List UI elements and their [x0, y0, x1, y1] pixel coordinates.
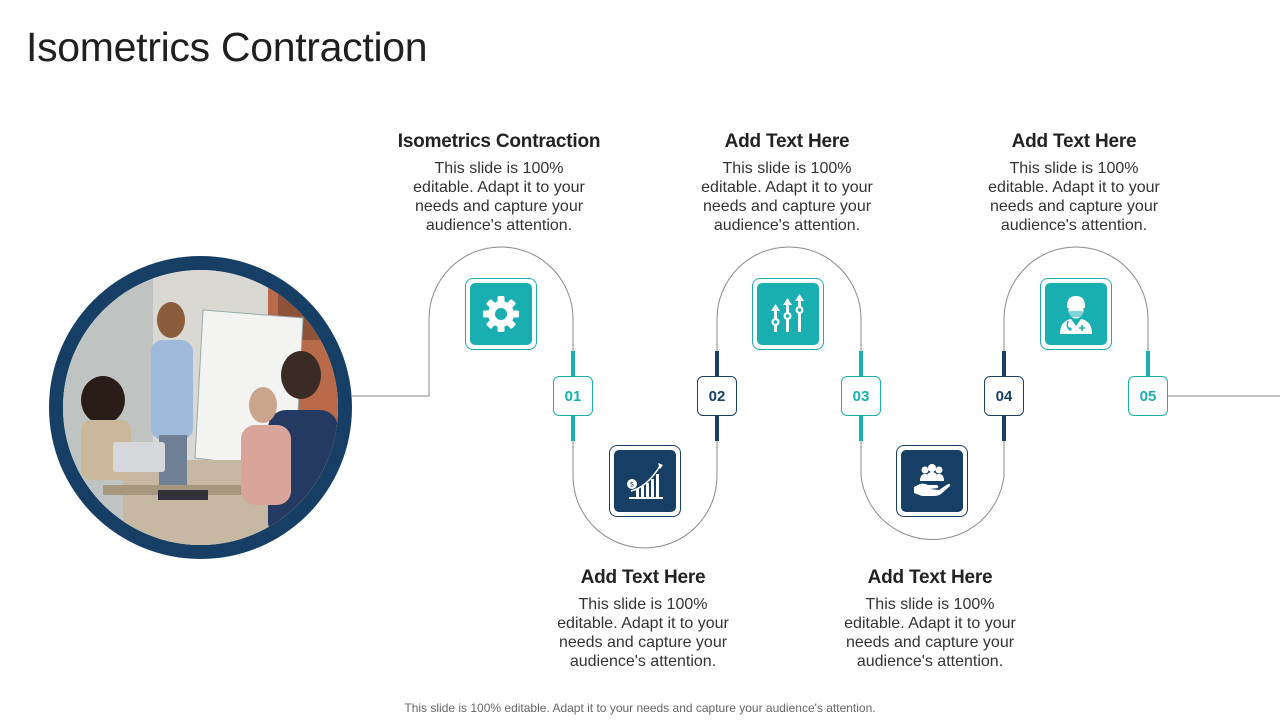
hand-holding-people-icon: [910, 459, 954, 503]
step-2-text: [523, 567, 763, 671]
step-4-description: This slide is 100% editable. Adapt it to your needs and capture your audience's attention.: [844, 596, 1016, 670]
step-5-description: This slide is 100% editable. Adapt it to your needs and capture your audience's attention.: [988, 160, 1160, 234]
step-2-description: This slide is 100% editable. Adapt it to your needs and capture your audience's attention.: [557, 596, 729, 670]
step-5-heading: Add Text Here: [1011, 131, 1137, 152]
step-3-text: [667, 131, 907, 235]
step-4-icon-tile: [896, 445, 968, 517]
step-4-number: 04: [984, 376, 1024, 416]
step-2-heading: Add Text Here: [580, 567, 706, 588]
doctor-icon: [1054, 292, 1098, 336]
step-1-number: 01: [553, 376, 593, 416]
rising-arrows-gears-icon: [766, 292, 810, 336]
step-4-heading: Add Text Here: [867, 567, 993, 588]
step-5-text: [954, 131, 1194, 235]
step-1-icon-tile: [465, 278, 537, 350]
step-1-description: This slide is 100% editable. Adapt it to your needs and capture your audience's attention.: [413, 160, 585, 234]
step-4-text: [810, 567, 1050, 671]
growth-chart-icon: [623, 459, 667, 503]
step-3-description: This slide is 100% editable. Adapt it to your needs and capture your audience's attention.: [701, 160, 873, 234]
page-title: Isometrics Contraction: [26, 24, 428, 70]
photo-frame: [49, 256, 352, 559]
step-5-icon-tile: [1040, 278, 1112, 350]
team-meeting-photo: [63, 270, 338, 545]
step-5-number: 05: [1128, 376, 1168, 416]
step-3-number: 03: [841, 376, 881, 416]
step-2-icon-tile: [609, 445, 681, 517]
step-3-heading: Add Text Here: [724, 131, 850, 152]
gear-icon: [479, 292, 523, 336]
step-1-heading: Isometrics Contraction: [397, 131, 601, 152]
svg-text:$: $: [629, 480, 635, 489]
step-3-icon-tile: [752, 278, 824, 350]
step-2-number: 02: [697, 376, 737, 416]
footer-note: This slide is 100% editable. Adapt it to your needs and capture your audience's attention.: [404, 701, 876, 715]
step-1-text: [379, 131, 619, 235]
